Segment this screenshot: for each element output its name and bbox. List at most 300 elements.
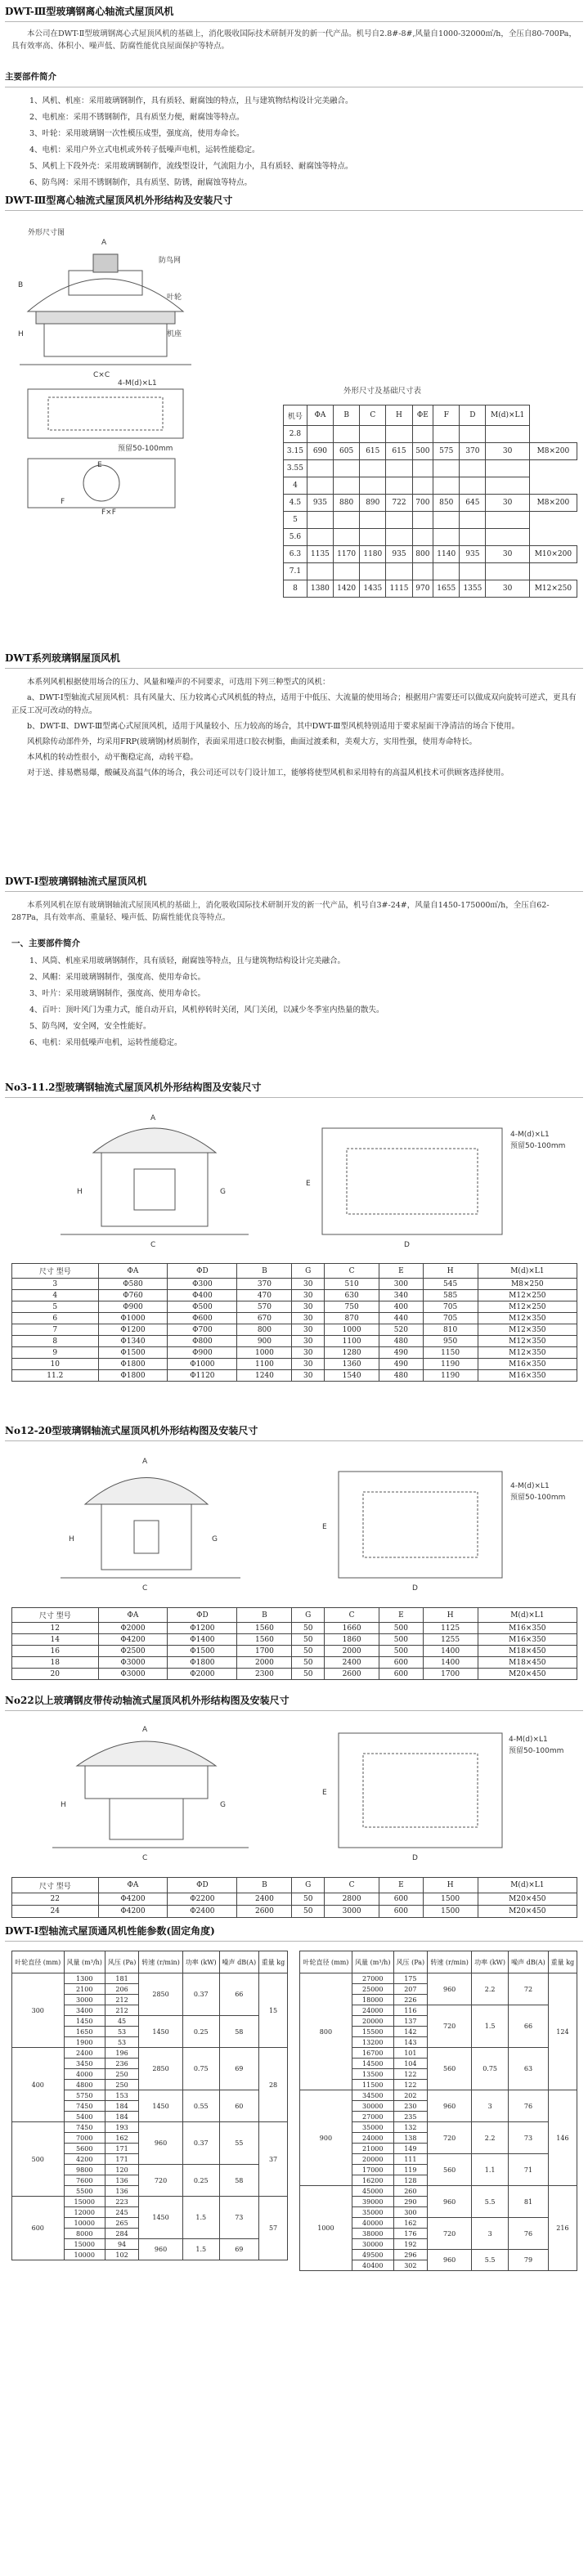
table-cell: 30 xyxy=(292,1347,325,1359)
table-cell: Φ1340 xyxy=(98,1336,168,1347)
table-cell xyxy=(386,512,412,529)
part-item: 5、风机上下段外壳：采用玻璃钢制作，流线型设计，气流阻力小，具有质轻、耐腐蚀等特点。 xyxy=(29,162,353,171)
section-title: No3-11.2型玻璃钢轴流式屋顶风机外形结构图及安装尺寸 xyxy=(5,1079,583,1098)
table-cell: 520 xyxy=(379,1324,423,1336)
table-cell: Φ760 xyxy=(98,1290,168,1301)
column-header: 尺寸 型号 xyxy=(12,1264,99,1279)
table-cell xyxy=(460,563,486,580)
table-cell: 935 xyxy=(307,495,333,512)
pressure-cell: 136 xyxy=(105,2175,138,2186)
section-title: DWT-Ⅲ型玻璃钢离心轴流式屋顶风机 xyxy=(5,3,583,22)
label-h: H xyxy=(61,1801,66,1809)
table-cell: 800 xyxy=(237,1324,292,1336)
table-cell xyxy=(386,477,412,495)
pressure-cell: 101 xyxy=(393,2048,427,2059)
airflow-cell: 16700 xyxy=(352,2048,393,2059)
table-cell: M18×450 xyxy=(478,1657,577,1669)
table-cell: 1170 xyxy=(334,546,360,563)
table-cell xyxy=(486,477,529,495)
table-cell: Φ600 xyxy=(168,1313,237,1324)
table-cell: 400 xyxy=(379,1301,423,1313)
table-cell: 1560 xyxy=(237,1634,292,1646)
part-item: 4、百叶：顶叶风门为重力式，能自动开启，风机停转时关闭，风门关闭，以减少冬季室内热量的散失。 xyxy=(29,1006,384,1015)
table-cell: 50 xyxy=(292,1634,325,1646)
drawing-title: 外形尺寸图 xyxy=(28,229,65,237)
column-header: 转速 (r/min) xyxy=(428,1951,472,1973)
power-cell: 1.5 xyxy=(182,2239,219,2260)
pressure-cell: 94 xyxy=(105,2239,138,2250)
part-item: 5、防鸟网，安全网，安全性能好。 xyxy=(29,1022,151,1031)
table-cell: 2600 xyxy=(237,1906,292,1918)
table-cell xyxy=(460,426,486,443)
column-header: B xyxy=(237,1264,292,1279)
table-row xyxy=(284,580,577,598)
table-cell xyxy=(433,426,460,443)
speed-cell: 960 xyxy=(428,2250,472,2271)
table-cell: 14 xyxy=(12,1634,99,1646)
part-item: 3、叶轮：采用玻璃钢一次性模压成型，强度高，使用寿命长。 xyxy=(29,129,245,138)
airflow-cell: 4200 xyxy=(64,2154,105,2165)
table-cell: 440 xyxy=(379,1313,423,1324)
speed-cell: 960 xyxy=(428,1973,472,2005)
table-cell: 1420 xyxy=(334,580,360,598)
table-cell: M16×350 xyxy=(478,1623,577,1634)
table-cell: Φ1000 xyxy=(168,1359,237,1370)
table-cell: 600 xyxy=(379,1893,423,1906)
table-cell: 2.8 xyxy=(284,426,307,443)
pressure-cell: 149 xyxy=(393,2144,427,2154)
part-item: 3、叶片：采用玻璃钢制作，强度高、使用寿命长。 xyxy=(29,989,206,998)
section-title: No12-20型玻璃钢轴流式屋顶风机外形结构图及安装尺寸 xyxy=(5,1422,583,1441)
pressure-cell: 202 xyxy=(393,2090,427,2101)
column-header: ΦE xyxy=(412,405,433,426)
pressure-cell: 265 xyxy=(105,2218,138,2229)
table-cell: 300 xyxy=(379,1279,423,1290)
table-row xyxy=(284,460,577,477)
no12-drawing xyxy=(11,1447,577,1594)
pressure-cell: 284 xyxy=(105,2229,138,2239)
table-cell: 16 xyxy=(12,1646,99,1657)
table-cell: 700 xyxy=(412,495,433,512)
table-row xyxy=(12,1336,577,1347)
power-cell: 5.5 xyxy=(472,2250,509,2271)
pressure-cell: 53 xyxy=(105,2027,138,2037)
label-g: G xyxy=(220,1188,226,1196)
airflow-cell: 21000 xyxy=(352,2144,393,2154)
table-cell: Φ700 xyxy=(168,1324,237,1336)
parts-list xyxy=(29,953,577,1051)
table-cell: 600 xyxy=(379,1906,423,1918)
label-base: 机座 xyxy=(167,330,182,338)
column-header: 尺寸 型号 xyxy=(12,1608,99,1623)
table-cell: 2300 xyxy=(237,1669,292,1680)
table-cell xyxy=(360,477,386,495)
power-cell: 2.2 xyxy=(472,2122,509,2154)
noise-cell: 58 xyxy=(219,2165,259,2197)
power-cell: 1.5 xyxy=(182,2197,219,2239)
column-header: 重量 kg xyxy=(259,1951,288,1973)
section-title: DWT-Ⅲ型离心轴流式屋顶风机外形结构及安装尺寸 xyxy=(5,192,583,211)
column-header: ΦA xyxy=(98,1264,168,1279)
power-cell: 0.25 xyxy=(182,2016,219,2048)
table-cell: 1400 xyxy=(423,1657,478,1669)
airflow-cell: 18000 xyxy=(352,1995,393,2005)
airflow-cell: 13500 xyxy=(352,2069,393,2080)
table-cell: Φ1400 xyxy=(168,1634,237,1646)
series-paragraph: 本风机的转动性很小，动平衡稳定高，动转平稳。 xyxy=(27,753,199,762)
table-cell: 50 xyxy=(292,1893,325,1906)
table-cell: 30 xyxy=(292,1279,325,1290)
table-cell: 3.55 xyxy=(284,460,307,477)
no12-size-table xyxy=(11,1607,577,1680)
part-item: 2、电机座：采用不锈钢制作，具有质坚力便，耐腐蚀等特点。 xyxy=(29,113,245,122)
table-cell: 2600 xyxy=(325,1669,379,1680)
power-cell: 0.55 xyxy=(182,2090,219,2122)
column-header: B xyxy=(237,1878,292,1893)
table-cell: 1700 xyxy=(423,1669,478,1680)
table-cell: 7.1 xyxy=(284,563,307,580)
table-cell: M20×450 xyxy=(478,1906,577,1918)
label-mdl1: 4-M(d)×L1 xyxy=(509,1736,548,1744)
label-a: A xyxy=(150,1114,156,1122)
table-cell xyxy=(360,512,386,529)
column-header: H xyxy=(423,1264,478,1279)
table-cell: 22 xyxy=(12,1893,99,1906)
table-cell xyxy=(433,460,460,477)
pressure-cell: 212 xyxy=(105,1995,138,2005)
label-h: H xyxy=(18,330,24,338)
column-header: 转速 (r/min) xyxy=(139,1951,183,1973)
airflow-cell: 2100 xyxy=(64,1984,105,1995)
airflow-cell: 4000 xyxy=(64,2069,105,2080)
table-row xyxy=(300,2186,577,2197)
pressure-cell: 143 xyxy=(393,2037,427,2048)
table-cell xyxy=(386,563,412,580)
table-cell: 18 xyxy=(12,1657,99,1669)
table-row xyxy=(284,426,577,443)
table-cell: M8×200 xyxy=(529,495,577,512)
table-cell xyxy=(460,460,486,477)
column-header: 风量 (m³/h) xyxy=(352,1951,393,1973)
table-header-row xyxy=(12,1878,577,1893)
section-title: DWT系列玻璃钢屋顶风机 xyxy=(5,650,583,669)
airflow-cell: 20000 xyxy=(352,2154,393,2165)
pressure-cell: 53 xyxy=(105,2037,138,2048)
pressure-cell: 102 xyxy=(105,2250,138,2260)
table-cell: Φ4200 xyxy=(98,1634,168,1646)
table-row xyxy=(284,512,577,529)
column-header: G xyxy=(292,1608,325,1623)
speed-cell: 1450 xyxy=(139,2016,183,2048)
parts-list xyxy=(29,93,577,191)
pressure-cell: 207 xyxy=(393,1984,427,1995)
table-cell: 615 xyxy=(386,443,412,460)
column-header: H xyxy=(386,405,412,426)
table-cell: 1240 xyxy=(237,1370,292,1382)
parts-title: 主要部件简介 xyxy=(5,69,583,87)
table-cell: 1660 xyxy=(325,1623,379,1634)
table-cell: 8 xyxy=(12,1336,99,1347)
pressure-cell: 223 xyxy=(105,2197,138,2207)
part-item: 1、风机、机座：采用玻璃钢制作，具有质轻、耐腐蚀的特点，且与建筑物结构设计完美融合。 xyxy=(29,96,353,105)
table-cell: Φ2000 xyxy=(98,1623,168,1634)
table-cell: 870 xyxy=(325,1313,379,1324)
noise-cell: 81 xyxy=(509,2186,549,2218)
table-cell: 1000 xyxy=(325,1324,379,1336)
table-cell xyxy=(360,529,386,546)
table-cell: 30 xyxy=(292,1290,325,1301)
table-row xyxy=(12,1301,577,1313)
airflow-cell: 7450 xyxy=(64,2101,105,2112)
table-cell: 3000 xyxy=(325,1906,379,1918)
column-header: F xyxy=(433,405,460,426)
label-a: A xyxy=(142,1458,148,1466)
table-cell: 1100 xyxy=(237,1359,292,1370)
table-cell xyxy=(412,512,433,529)
table-cell xyxy=(433,477,460,495)
pressure-cell: 122 xyxy=(393,2080,427,2090)
airflow-cell: 3450 xyxy=(64,2059,105,2069)
pressure-cell: 260 xyxy=(393,2186,427,2197)
table-cell xyxy=(412,460,433,477)
airflow-cell: 12000 xyxy=(64,2207,105,2218)
series-paragraph: 对于送、排易燃易爆，酸碱及高温气体的场合，我公司还可以专门设计加工，能够将使型风机和采用特有的高温风机技术可供顾客选择使用。 xyxy=(27,768,509,777)
table-cell: M12×250 xyxy=(478,1290,577,1301)
airflow-cell: 15000 xyxy=(64,2197,105,2207)
size-table-title: 外形尺寸及基础尺寸表 xyxy=(343,387,422,396)
no3-size-table xyxy=(11,1263,577,1382)
label-d: D xyxy=(412,1854,418,1862)
table-cell: 1700 xyxy=(237,1646,292,1657)
table-cell: 30 xyxy=(486,443,529,460)
airflow-cell: 30000 xyxy=(352,2239,393,2250)
label-g: G xyxy=(220,1801,226,1809)
table-cell: 1560 xyxy=(237,1623,292,1634)
column-header: ΦD xyxy=(168,1264,237,1279)
impeller-diameter: 900 xyxy=(300,2090,352,2186)
speed-cell: 960 xyxy=(428,2186,472,2218)
table-cell: Φ2200 xyxy=(168,1893,237,1906)
table-cell: 1255 xyxy=(423,1634,478,1646)
table-cell: Φ1800 xyxy=(98,1359,168,1370)
table-cell xyxy=(433,563,460,580)
table-cell: 1140 xyxy=(433,546,460,563)
label-e: E xyxy=(322,1789,327,1797)
noise-cell: 73 xyxy=(509,2122,549,2154)
table-cell: 11.2 xyxy=(12,1370,99,1382)
airflow-cell: 17000 xyxy=(352,2165,393,2175)
table-cell: 1135 xyxy=(307,546,333,563)
size-table xyxy=(283,405,577,598)
table-cell xyxy=(412,563,433,580)
intro-paragraph: 本公司在DWT-Ⅱ型玻璃钢离心式屋顶风机的基础上，消化吸收国际技术研制开发的新一代产品。机号自2.8#-8#,风量自1000-32000㎥/h，全压自80-700Pa，具有效率高、体积小、噪声低、防腐性能优良屋面保护等特点。 xyxy=(11,29,577,51)
table-cell: 880 xyxy=(334,495,360,512)
column-header: C xyxy=(360,405,386,426)
pressure-cell: 136 xyxy=(105,2186,138,2197)
pressure-cell: 120 xyxy=(105,2165,138,2175)
table-cell xyxy=(307,426,333,443)
label-e: E xyxy=(306,1180,311,1188)
table-cell: 2800 xyxy=(325,1893,379,1906)
table-cell: Φ1800 xyxy=(168,1657,237,1669)
label-c: C xyxy=(150,1241,156,1249)
airflow-cell: 8000 xyxy=(64,2229,105,2239)
table-cell xyxy=(386,426,412,443)
dwt3-outline-drawing xyxy=(11,222,200,516)
column-header: 噪声 dB(A) xyxy=(219,1951,259,1973)
table-row xyxy=(12,2048,288,2059)
table-cell: M12×350 xyxy=(478,1347,577,1359)
speed-cell: 2850 xyxy=(139,2048,183,2090)
noise-cell: 73 xyxy=(219,2197,259,2239)
table-cell: Φ800 xyxy=(168,1336,237,1347)
table-cell: Φ1800 xyxy=(98,1370,168,1382)
table-cell: Φ4200 xyxy=(98,1893,168,1906)
column-header: C xyxy=(325,1608,379,1623)
table-cell: Φ3000 xyxy=(98,1657,168,1669)
table-cell: 1400 xyxy=(423,1646,478,1657)
pressure-cell: 153 xyxy=(105,2090,138,2101)
table-cell: 1180 xyxy=(360,546,386,563)
airflow-cell: 5400 xyxy=(64,2112,105,2122)
label-e: E xyxy=(97,461,102,469)
column-header: C xyxy=(325,1878,379,1893)
airflow-cell: 34500 xyxy=(352,2090,393,2101)
table-cell: 500 xyxy=(379,1634,423,1646)
pressure-cell: 226 xyxy=(393,1995,427,2005)
airflow-cell: 10000 xyxy=(64,2218,105,2229)
table-cell: M16×350 xyxy=(478,1359,577,1370)
speed-cell: 720 xyxy=(428,2122,472,2154)
pressure-cell: 162 xyxy=(393,2218,427,2229)
table-cell xyxy=(334,426,360,443)
table-cell: 670 xyxy=(237,1313,292,1324)
table-cell: 50 xyxy=(292,1623,325,1634)
table-cell: M12×350 xyxy=(478,1313,577,1324)
table-cell: 1280 xyxy=(325,1347,379,1359)
no22-size-table xyxy=(11,1877,577,1918)
table-row xyxy=(12,1893,577,1906)
label-reserve: 预留50-100mm xyxy=(118,445,173,453)
series-paragraph: b、DWT-Ⅱ、DWT-Ⅲ型离心式屋顶风机，适用于风量较小、压力较高的场合，其中DWT-Ⅲ型风机特别适用于要求屋面干净清洁的场合下使用。 xyxy=(27,722,519,731)
table-cell: Φ900 xyxy=(98,1301,168,1313)
table-header-row xyxy=(12,1264,577,1279)
section-title: DWT-Ⅰ型玻璃钢轴流式屋顶风机 xyxy=(5,873,583,892)
table-cell: Φ1000 xyxy=(98,1313,168,1324)
table-cell xyxy=(334,563,360,580)
pressure-cell: 192 xyxy=(393,2239,427,2250)
table-cell: Φ1500 xyxy=(98,1347,168,1359)
label-b: B xyxy=(18,281,24,289)
impeller-diameter: 800 xyxy=(300,1973,352,2090)
power-cell: 3 xyxy=(472,2218,509,2250)
pressure-cell: 290 xyxy=(393,2197,427,2207)
label-mdl1: 4-M(d)×L1 xyxy=(510,1482,550,1490)
speed-cell: 960 xyxy=(139,2122,183,2165)
performance-table-right xyxy=(299,1951,577,2271)
table-cell: M12×250 xyxy=(529,580,577,598)
table-cell xyxy=(307,529,333,546)
table-cell: 1860 xyxy=(325,1634,379,1646)
table-cell: 7 xyxy=(12,1324,99,1336)
table-cell: 950 xyxy=(423,1336,478,1347)
airflow-cell: 3000 xyxy=(64,1995,105,2005)
column-header: 噪声 dB(A) xyxy=(509,1951,549,1973)
table-cell xyxy=(360,426,386,443)
table-cell: 3.15 xyxy=(284,443,307,460)
power-cell: 3 xyxy=(472,2090,509,2122)
table-row xyxy=(12,1290,577,1301)
table-row xyxy=(12,1359,577,1370)
table-cell: 10 xyxy=(12,1359,99,1370)
airflow-cell: 7000 xyxy=(64,2133,105,2144)
table-cell: M20×450 xyxy=(478,1669,577,1680)
pressure-cell: 128 xyxy=(393,2175,427,2186)
label-d: D xyxy=(412,1584,418,1593)
pressure-cell: 111 xyxy=(393,2154,427,2165)
column-header: 叶轮直径 (mm) xyxy=(300,1951,352,1973)
pressure-cell: 137 xyxy=(393,2016,427,2027)
table-cell: 50 xyxy=(292,1657,325,1669)
noise-cell: 63 xyxy=(509,2048,549,2090)
airflow-cell: 7450 xyxy=(64,2122,105,2133)
table-cell: Φ1120 xyxy=(168,1370,237,1382)
label-c: C xyxy=(142,1854,148,1862)
table-cell: 3 xyxy=(12,1279,99,1290)
part-item: 6、防鸟网：采用不锈钢制作，具有质坚、防锈，耐腐蚀等特点。 xyxy=(29,178,253,187)
table-cell xyxy=(486,512,529,529)
table-cell: 1540 xyxy=(325,1370,379,1382)
table-cell xyxy=(486,529,529,546)
table-cell: 5.6 xyxy=(284,529,307,546)
label-d: D xyxy=(404,1241,410,1249)
table-cell: M12×350 xyxy=(478,1336,577,1347)
label-a: A xyxy=(101,239,107,247)
impeller-diameter: 400 xyxy=(12,2048,65,2122)
noise-cell: 76 xyxy=(509,2090,549,2122)
table-cell: Φ500 xyxy=(168,1301,237,1313)
table-cell: 1655 xyxy=(433,580,460,598)
table-row xyxy=(284,495,577,512)
table-header-row xyxy=(284,405,577,426)
speed-cell: 720 xyxy=(139,2165,183,2197)
impeller-diameter: 500 xyxy=(12,2122,65,2197)
table-cell: 30 xyxy=(292,1359,325,1370)
speed-cell: 960 xyxy=(428,2090,472,2122)
table-cell: 4 xyxy=(284,477,307,495)
power-cell: 1.1 xyxy=(472,2154,509,2186)
speed-cell: 2850 xyxy=(139,1973,183,2016)
airflow-cell: 1450 xyxy=(64,2016,105,2027)
table-cell: 30 xyxy=(486,495,529,512)
column-header: 风量 (m³/h) xyxy=(64,1951,105,1973)
table-cell: 545 xyxy=(423,1279,478,1290)
noise-cell: 69 xyxy=(219,2048,259,2090)
column-header: 风压 (Pa) xyxy=(393,1951,427,1973)
intro-paragraph: 本系列风机在原有玻璃钢轴流式屋顶风机的基础上，消化吸收国际技术研制开发的新一代产品，机号自3#-24#，风量自1450-175000㎥/h，全压自62-287Pa，具有效率高、重量轻、噪声低、防腐性能优良等特点。 xyxy=(11,901,550,922)
airflow-cell: 35000 xyxy=(352,2207,393,2218)
column-header: B xyxy=(237,1608,292,1623)
pressure-cell: 181 xyxy=(105,1973,138,1984)
column-header: H xyxy=(423,1878,478,1893)
table-row xyxy=(12,1623,577,1634)
label-f: F xyxy=(61,498,65,506)
table-row xyxy=(12,2197,288,2207)
table-cell: Φ4200 xyxy=(98,1906,168,1918)
pressure-cell: 45 xyxy=(105,2016,138,2027)
column-header: 尺寸 型号 xyxy=(12,1878,99,1893)
table-cell: Φ2500 xyxy=(98,1646,168,1657)
